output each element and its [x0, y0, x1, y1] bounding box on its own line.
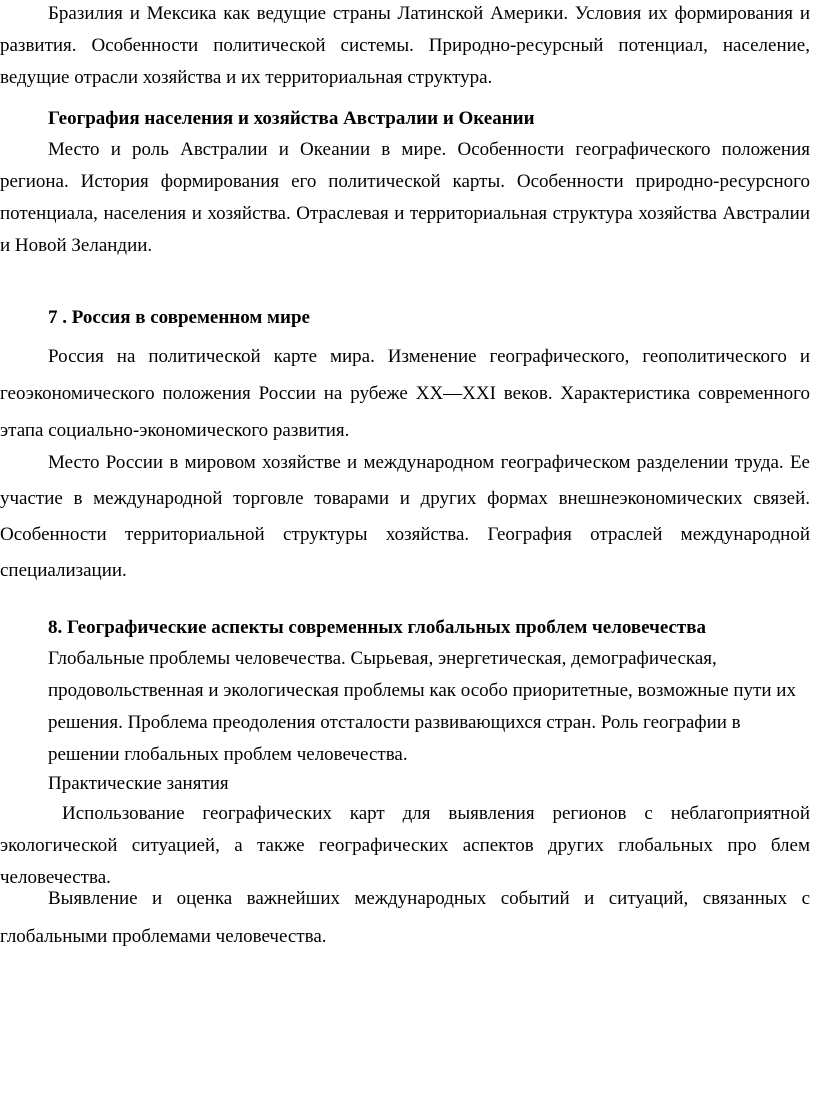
paragraph-russia-political-map: Россия на политической карте мира. Изменение географического, геополитического и геоэкономического положения России на рубеже XX—XXI веков. Характеристика современного этапа социально-экономического развития. — [0, 346, 810, 441]
paragraph-practice-events: Выявление и оценка важнейших международных событий и ситуаций, связанных с глобальными проблемами человечества. — [0, 888, 810, 947]
label-practical-lessons: Практические занятия — [48, 773, 229, 794]
heading-australia-oceania: География населения и хозяйства Австралии и Океании — [48, 108, 535, 129]
paragraph-latin-america: Бразилия и Мексика как ведущие страны Латинской Америки. Условия их формирования и развития. Особенности политической системы. Природно-ресурсный потенциал, население, ведущие отрасли хозяйства и их территориальная структура. — [0, 3, 810, 88]
paragraph-global-problems: Глобальные проблемы человечества. Сырьевая, энергетическая, демографическая, продовольственная и экологическая проблемы как особо приоритетные, возможные пути их решения. Проблема преодоления отсталости развивающихся стран. Роль географии в решении глобальных проблем человечества. — [48, 648, 796, 765]
heading-global-problems: 8. Географические аспекты современных глобальных проблем человечества — [48, 617, 707, 638]
paragraph-australia-oceania: Место и роль Австралии и Океании в мире. Особенности географического положения региона. История формирования его политической карты. Особенности природно-ресурсного потенциала, населения и хозяйства. Отраслевая и территориальная структура хозяйства Австралии и Новой Зеландии. — [0, 139, 810, 256]
paragraph-russia-world-economy: Место России в мировом хозяйстве и международном географическом разделении труда. Ее участие в международной торговле товарами и других формах внешнеэкономических связей. Особенности территориальной структуры хозяйства. География отраслей международной специализации. — [0, 452, 810, 581]
heading-russia: 7 . Россия в современном мире — [48, 307, 310, 328]
paragraph-practice-maps: Использование географических карт для выявления регионов с неблагоприятной экологической ситуацией, а также географических аспектов других глобальных про блем человечества. — [0, 803, 810, 888]
